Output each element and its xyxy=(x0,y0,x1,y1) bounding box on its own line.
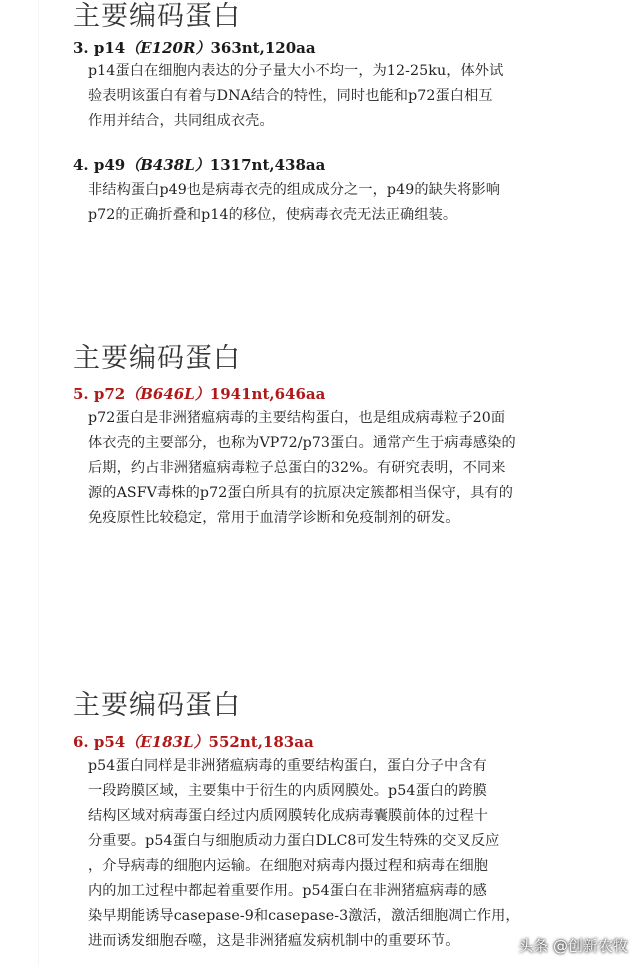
item-5-line: 免疫原性比较稳定，常用于血清学诊断和免疫制剂的研发。 xyxy=(88,510,460,526)
item-5-line: 后期，约占非洲猪瘟病毒粒子总蛋白的32%。有研究表明，不同来 xyxy=(88,460,506,476)
item-3-title xyxy=(73,37,316,58)
item-6-line: ，介导病毒的细胞内运输。在细胞对病毒内摄过程和病毒在细胞 xyxy=(88,858,489,874)
item-5-size: 1941nt,646aa xyxy=(209,385,326,403)
item-3-line: p14蛋白在细胞内表达的分子量大小不均一，为12-25ku，体外试 xyxy=(88,63,504,79)
item-6-size: 552nt,183aa xyxy=(208,733,314,751)
item-5-number: 5. p72 xyxy=(73,385,126,403)
item-5-gene: （B646L） xyxy=(125,385,210,403)
item-3-line: 验表明该蛋白有着与DNA结合的特性，同时也能和p72蛋白相互 xyxy=(88,88,493,104)
item-4-title xyxy=(73,154,325,175)
heading-1: 主要编码蛋白 xyxy=(73,1,241,32)
item-6-line: 结构区域对病毒蛋白经过内质网膜转化成病毒囊膜前体的过程十 xyxy=(88,808,489,824)
item-4-line: 非结构蛋白p49也是病毒衣壳的组成成分之一，p49的缺失将影响 xyxy=(88,182,501,198)
item-5-title xyxy=(73,383,325,404)
item-3-line: 作用并结合，共同组成衣壳。 xyxy=(88,113,274,129)
item-6-number: 6. p54 xyxy=(73,733,126,751)
item-6-line: 染早期能诱导casepase-9和casepase-3激活，激活细胞凋亡作用， xyxy=(88,908,520,924)
item-6-title xyxy=(73,731,314,752)
item-3-gene: （E120R） xyxy=(125,39,211,57)
watermark: 头条 @创新农牧 xyxy=(518,937,628,955)
heading-2: 主要编码蛋白 xyxy=(73,343,241,374)
item-6-line: p54蛋白同样是非洲猪瘟病毒的重要结构蛋白，蛋白分子中含有 xyxy=(88,758,487,774)
item-4-size: 1317nt,438aa xyxy=(209,156,326,174)
left-margin-rule xyxy=(38,0,39,966)
item-3-size: 363nt,120aa xyxy=(210,39,316,57)
heading-3: 主要编码蛋白 xyxy=(73,690,241,721)
item-3-number: 3. p14 xyxy=(73,39,126,57)
item-5-line: 体衣壳的主要部分，也称为VP72/p73蛋白。通常产生于病毒感染的 xyxy=(88,435,516,451)
item-6-line: 内的加工过程中都起着重要作用。p54蛋白在非洲猪瘟病毒的感 xyxy=(88,883,487,899)
item-6-line: 一段跨膜区域，主要集中于衍生的内质网膜处。p54蛋白的跨膜 xyxy=(88,783,487,799)
item-4-number: 4. p49 xyxy=(73,156,126,174)
item-4-line: p72的正确折叠和p14的移位，使病毒衣壳无法正确组装。 xyxy=(88,207,458,223)
item-4-gene: （B438L） xyxy=(125,156,210,174)
item-6-gene: （E183L） xyxy=(125,733,209,751)
item-5-line: 源的ASFV毒株的p72蛋白所具有的抗原决定簇都相当保守，具有的 xyxy=(88,485,514,501)
item-6-line: 进而诱发细胞吞噬，这是非洲猪瘟发病机制中的重要环节。 xyxy=(88,933,460,949)
item-5-line: p72蛋白是非洲猪瘟病毒的主要结构蛋白，也是组成病毒粒子20面 xyxy=(88,410,506,426)
item-6-line: 分重要。p54蛋白与细胞质动力蛋白DLC8可发生特殊的交叉反应 xyxy=(88,833,500,849)
